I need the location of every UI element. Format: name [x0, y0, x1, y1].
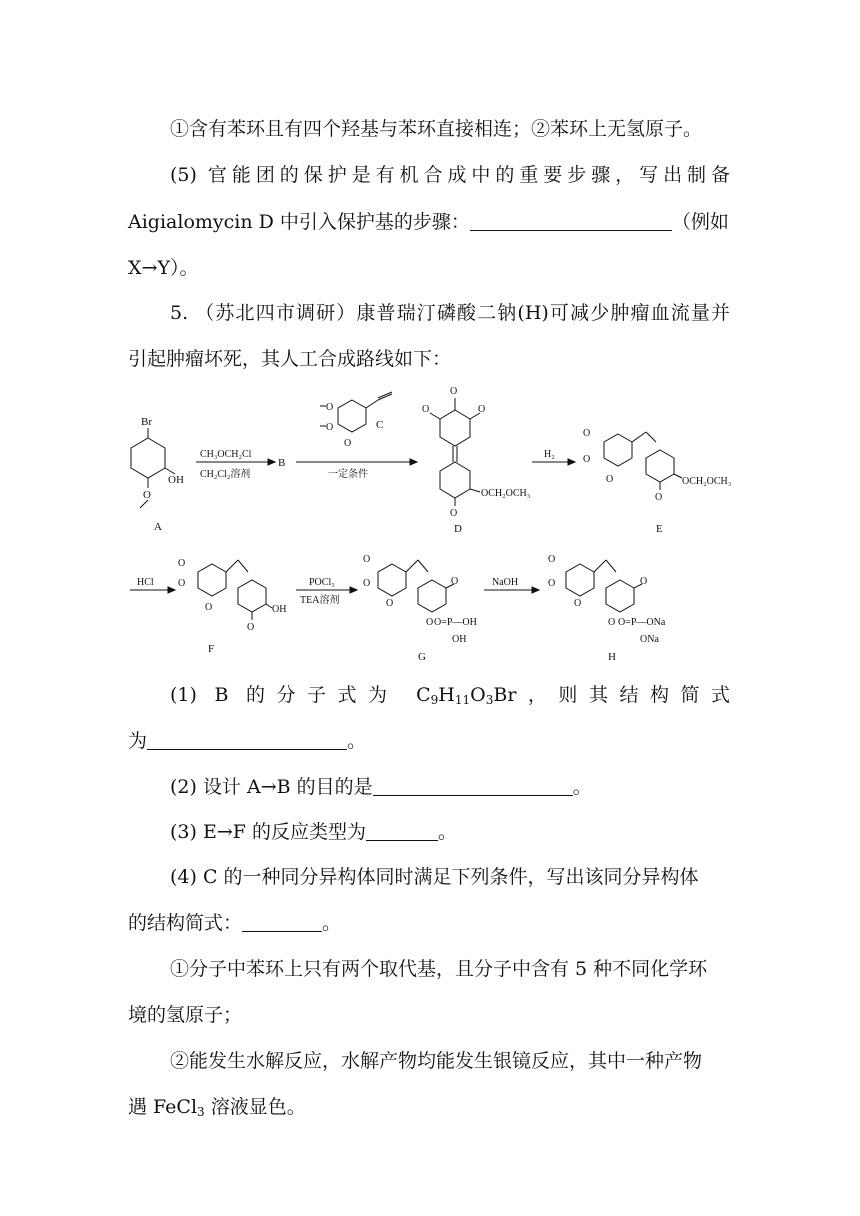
svg-text:O: O — [386, 598, 394, 609]
label-b: B — [278, 457, 286, 469]
svg-text:O: O — [608, 617, 616, 628]
svg-text:O: O — [363, 554, 371, 565]
svg-text:ONa: ONa — [640, 634, 659, 645]
group-och2och3-e: OCH₂OCH₃ — [682, 476, 732, 487]
svg-text:O: O — [450, 386, 458, 397]
svg-text:O: O — [178, 558, 186, 569]
svg-text:O: O — [606, 474, 614, 485]
atom-oh: OH — [168, 474, 184, 486]
question-5-protect: (5) 官能团的保护是有机合成中的重要步骤，写出制备 — [170, 164, 730, 186]
group-och2och3-d: OCH₂OCH₃ — [481, 488, 531, 499]
label-a: A — [154, 521, 162, 533]
svg-text:O: O — [583, 454, 591, 465]
svg-text:OH: OH — [272, 604, 287, 615]
svg-text:O: O — [326, 402, 334, 413]
answer-blank-3[interactable] — [366, 822, 438, 841]
svg-text:O: O — [426, 617, 434, 628]
atom-br: Br — [141, 416, 152, 428]
compound-d — [422, 386, 530, 535]
reagent-gh: NaOH — [492, 577, 519, 588]
question-1: (1) B 的分子式为 $C_9H_{11}O_3Br$，则其结构简式 — [170, 684, 730, 707]
compound-a — [131, 416, 184, 533]
synthesis-scheme — [0, 380, 860, 670]
reagent-de: H₂ — [544, 449, 555, 460]
condition-2-cont: 遇 FeCl$_3$ 溶液显色。 — [128, 1096, 306, 1119]
reagent-ab-bottom: CH₂Cl₂溶剂 — [200, 469, 251, 480]
question-2: (2) 设计 A→B 的目的是 。 — [170, 776, 592, 798]
svg-text:O: O — [574, 598, 582, 609]
answer-blank[interactable] — [470, 212, 672, 231]
label-e: E — [656, 523, 663, 535]
condition-line: ①含有苯环且有四个羟基与苯环直接相连；②苯环上无氢原子。 — [170, 118, 703, 140]
svg-text:O: O — [451, 576, 459, 587]
compound-e — [583, 428, 731, 535]
compound-f — [178, 558, 286, 655]
q5-example: （例如 — [671, 211, 729, 233]
condition-2: ②能发生水解反应，水解产物均能发生银镜反应，其中一种产物 — [170, 1050, 703, 1072]
svg-text:O: O — [478, 404, 486, 415]
reagent-fg-bottom: TEA溶剂 — [300, 595, 340, 606]
reagent-ef: HCl — [137, 577, 154, 588]
question-4-cont: 的结构简式： 。 — [128, 912, 342, 934]
svg-text:O: O — [640, 576, 648, 587]
compound-c — [320, 392, 392, 449]
svg-text:O: O — [583, 428, 591, 439]
svg-text:O: O — [326, 422, 334, 433]
question-5-cont — [128, 207, 729, 234]
label-g: G — [418, 651, 426, 663]
question-5-example: X→Y）。 — [128, 257, 199, 279]
svg-text:O: O — [548, 578, 556, 589]
answer-blank-1[interactable] — [147, 731, 347, 750]
svg-text:O: O — [344, 438, 352, 449]
label-h: H — [608, 651, 616, 663]
reagent-ab-top: CH₃OCH₂Cl — [200, 449, 252, 460]
svg-text:O: O — [655, 492, 663, 503]
group-phosphate-g: O=P—OH — [434, 617, 477, 628]
question-1-cont: 为 。 — [128, 730, 367, 752]
svg-text:O: O — [178, 578, 186, 589]
reagent-fg-top: POCl₃ — [309, 577, 335, 588]
question-4: (4) C 的一种同分异构体同时满足下列条件，写出该同分异构体 — [170, 866, 699, 888]
condition-1-cont: 境的氢原子； — [128, 1004, 243, 1026]
question-3: (3) E→F 的反应类型为 。 — [170, 821, 457, 843]
group-phosphate-h: O=P—ONa — [618, 617, 666, 628]
answer-blank-4[interactable] — [242, 913, 322, 932]
condition-1: ①分子中苯环上只有两个取代基，且分子中含有 5 种不同化学环 — [170, 958, 708, 980]
svg-text:O: O — [422, 404, 430, 415]
compound-h — [548, 554, 666, 663]
reagent-bd: 一定条件 — [328, 469, 368, 480]
problem-5-intro-cont: 引起肿瘤坏死，其人工合成路线如下： — [128, 348, 452, 370]
svg-text:OH: OH — [452, 634, 467, 645]
svg-text:O: O — [450, 508, 458, 519]
svg-text:O: O — [205, 602, 213, 613]
problem-5-intro: 5. （苏北四市调研）康普瑞汀磷酸二钠(H)可减少肿瘤血流量并 — [170, 302, 730, 324]
svg-text:O: O — [363, 578, 371, 589]
answer-blank-2[interactable] — [373, 777, 573, 796]
compound-g — [363, 554, 477, 663]
label-c: C — [376, 419, 384, 431]
atom-o: O — [143, 489, 151, 501]
label-f: F — [208, 643, 215, 655]
label-d: D — [454, 523, 462, 535]
svg-text:O: O — [247, 622, 255, 633]
svg-text:O: O — [548, 554, 556, 565]
q5-text: Aigialomycin D 中引入保护基的步骤： — [128, 211, 470, 233]
